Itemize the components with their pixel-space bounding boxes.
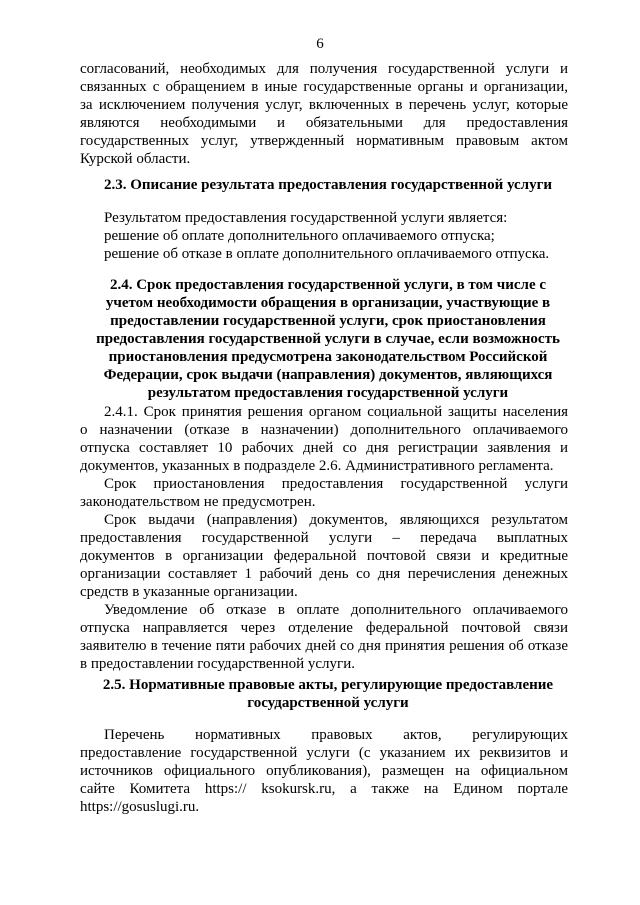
intro-paragraph <box>80 60 568 168</box>
text-line: решение об оплате дополнительного оплачиваемого отпуска; <box>104 228 495 244</box>
text-line: Срок выдачи (направления) документов, являющихся результатом <box>104 512 568 528</box>
heading-line: Федерации, срок выдачи (направления) документов, являющихся <box>103 367 553 383</box>
refusal-notice-paragraph <box>80 601 568 673</box>
text-line: предоставления государственной услуги – передача выплатных <box>80 530 568 546</box>
section-2-4-1-paragraph <box>80 403 568 475</box>
heading-line: результатом предоставления государственной услуги <box>147 385 509 401</box>
suspension-paragraph <box>80 475 568 511</box>
issue-term-paragraph <box>80 511 568 601</box>
text-line: отпуска составляет 10 рабочих дней со дня регистрации заявления и <box>80 440 568 456</box>
text-line: о назначении (отказе в назначении) дополнительного оплачиваемого <box>80 422 568 438</box>
page-number: 6 <box>316 36 324 52</box>
text-line: организации составляет 1 рабочий день со дня перечисления денежных <box>80 566 568 582</box>
text-line: Курской области. <box>80 151 191 167</box>
text-line: связанных с обращением в иные государственные органы и организации, <box>80 79 568 95</box>
heading-line: 2.4. Срок предоставления государственной услуги, в том числе с <box>109 277 547 293</box>
text-line: заявителю в течение пяти рабочих дней со дня принятия решения об отказе <box>80 638 568 654</box>
text-line: законодательством не предусмотрен. <box>80 494 316 510</box>
text-line: сайте Комитета https:// ksokursk.ru, а также на Едином портале <box>80 781 568 797</box>
text-line: документов, указанных в подразделе 2.6. Административного регламента. <box>80 458 554 474</box>
text-line: государственных услуг, утвержденный нормативным правовым актом <box>80 133 568 149</box>
text-line: решение об отказе в оплате дополнительного оплачиваемого отпуска. <box>104 246 550 262</box>
text-line: Результатом предоставления государственной услуги является: <box>104 210 508 226</box>
heading-line: 2.5. Нормативные правовые акты, регулирующие предоставление <box>102 677 554 693</box>
text-line: в предоставлении государственной услуги. <box>80 656 355 672</box>
text-line: Уведомление об отказе в оплате дополнительного оплачиваемого <box>104 602 568 618</box>
section-2-5-paragraph <box>80 726 568 816</box>
text-line: Срок приостановления предоставления государственной услуги <box>104 476 568 492</box>
section-2-5-heading <box>80 676 576 712</box>
heading-line: приостановления предусмотрена законодательством Российской <box>108 349 548 365</box>
text-line: являются необходимыми и обязательными для предоставления <box>80 115 568 131</box>
text-line: Перечень нормативных правовых актов, регулирующих <box>104 727 568 743</box>
text-line: отпуска направляется через отделение федеральной почтовой связи <box>80 620 568 636</box>
text-line: источников официального опубликования), размещен на официальном <box>80 763 568 779</box>
text-line: согласований, необходимых для получения государственной услуги и <box>80 61 568 77</box>
heading-line: государственной услуги <box>247 695 409 711</box>
heading-line: предоставлении государственной услуги, срок приостановления <box>110 313 546 329</box>
heading-line: предоставления государственной услуги в случае, если возможность <box>96 331 560 347</box>
heading-line: учетом необходимости обращения в организации, участвующие в <box>105 295 551 311</box>
text-line: 2.4.1. Срок принятия решения органом социальной защиты населения <box>104 404 568 420</box>
text-line: средств в указанные организации. <box>80 584 298 600</box>
text-line: предоставление государственной услуги (с указанием их реквизитов и <box>80 745 568 761</box>
section-2-3-heading: 2.3. Описание результата предоставления государственной услуги <box>103 177 553 193</box>
text-line: документов в организации федеральной почтовой связи и кредитные <box>80 548 568 564</box>
section-2-3-body <box>104 209 574 263</box>
section-2-4-heading <box>80 276 576 402</box>
text-line: https://gosuslugi.ru. <box>80 799 200 815</box>
text-line: за исключением получения услуг, включенных в перечень услуг, которые <box>80 97 568 113</box>
